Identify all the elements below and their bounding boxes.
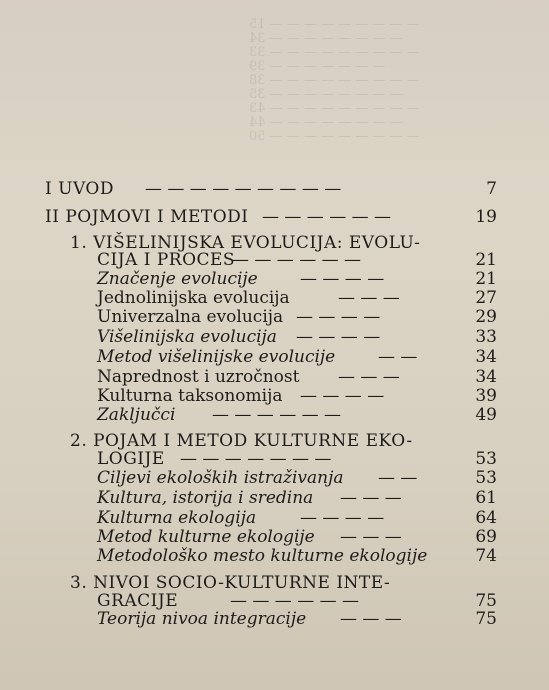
toc-entry — [0, 404, 549, 426]
bleed-through-text — [249, 18, 509, 168]
toc-dots: — — — — [340, 527, 402, 547]
toc-entry-pojmovi — [0, 206, 549, 228]
toc-page: 49 — [475, 405, 497, 425]
toc-dots: — — — — — — — — — — [145, 179, 342, 199]
toc-dots: — — — — — — — [212, 405, 342, 425]
toc-dots: — — — — — [300, 508, 385, 528]
toc-entry-uvod — [0, 178, 549, 200]
toc-entry — [0, 346, 549, 368]
toc-page: 7 — [486, 179, 497, 199]
toc-title: Metod višelinijske evolucije — [97, 347, 336, 367]
ghost-line: — — — — — — — — — 50 — [249, 129, 420, 144]
toc-dots: — — — — — — — [232, 250, 362, 270]
toc-page: 29 — [475, 307, 497, 327]
toc-page: 34 — [475, 367, 497, 387]
toc-title: Univerzalna evolucija — [97, 307, 284, 327]
toc-entry — [0, 326, 549, 348]
toc-title: LOGIJE — [97, 449, 165, 469]
toc-title: Zaključci — [97, 405, 176, 425]
toc-page: 34 — [475, 347, 497, 367]
ghost-line: — — — — — — — — — 33 — [249, 45, 420, 60]
toc-page: 21 — [475, 250, 497, 270]
toc-dots: — — — [378, 347, 418, 367]
toc-dots: — — — — [340, 609, 402, 629]
toc-entry — [0, 487, 549, 509]
toc-title: Kulturna ekologija — [97, 508, 257, 528]
ghost-line: — — — — — — — — — 15 — [249, 17, 420, 32]
toc-entry — [0, 608, 549, 630]
toc-page: 53 — [475, 449, 497, 469]
toc-title: CIJA I PROCES — [97, 250, 236, 270]
toc-dots: — — — — — [300, 386, 385, 406]
toc-page: 69 — [475, 527, 497, 547]
toc-title: Značenje evolucije — [97, 269, 258, 289]
ghost-line: — — — — — — — — 35 — [249, 87, 403, 102]
toc-dots: — — — — [338, 367, 400, 387]
toc-title: Metod kulturne ekologije — [97, 527, 315, 547]
toc-dots: — — — — [340, 488, 402, 508]
toc-page: 19 — [475, 207, 497, 227]
ghost-line: — — — — — — — — — 43 — [249, 101, 420, 116]
toc-dots: — — — — [338, 288, 400, 308]
toc-dots: — — — — — — — [262, 207, 392, 227]
toc-title: Kultura, istorija i sredina — [97, 488, 314, 508]
toc-title: Višelinijska evolucija — [97, 327, 277, 347]
toc-title: Ciljevi ekoloških istraživanja — [97, 468, 344, 488]
toc-dots: — — — — — — — [230, 591, 360, 611]
toc-dots: — — — — — [296, 327, 381, 347]
toc-dots: — — — — — — — — [180, 449, 332, 469]
toc-page: 61 — [475, 488, 497, 508]
toc-page: 75 — [475, 609, 497, 629]
ghost-line: — — — — — — — — 34 — [249, 31, 403, 46]
toc-title: 1. VIŠELINIJSKA EVOLUCIJA: EVOLU- — [70, 233, 421, 253]
toc-page: 39 — [475, 386, 497, 406]
toc-page: 75 — [475, 591, 497, 611]
toc-title: Teorija nivoa integracije — [97, 609, 307, 629]
toc-title: Kulturna taksonomija — [97, 386, 283, 406]
toc-page: 21 — [475, 269, 497, 289]
toc-title: II POJMOVI I METODI — [45, 207, 249, 227]
toc-dots: — — — — — [300, 269, 385, 289]
toc-title: GRACIJE — [97, 591, 179, 611]
toc-title: Jednolinijska evolucija — [97, 288, 290, 308]
toc-entry — [0, 545, 549, 567]
ghost-line: — — — — — — — — — 38 — [249, 73, 420, 88]
toc-page: 64 — [475, 508, 497, 528]
toc-title: 2. POJAM I METOD KULTURNE EKO- — [70, 431, 413, 451]
toc-page: 53 — [475, 468, 497, 488]
toc-entry — [0, 306, 549, 328]
toc-page: 33 — [475, 327, 497, 347]
toc-dots: — — — [378, 468, 418, 488]
ghost-line: — — — — — — — 39 — [249, 59, 386, 74]
toc-page: 74 — [475, 546, 497, 566]
ghost-line: — — — — — — — — 44 — [249, 115, 403, 130]
toc-title: Metodološko mesto kulturne ekologije — [97, 546, 428, 566]
toc-title: I UVOD — [45, 179, 114, 199]
toc-dots: — — — — — [296, 307, 381, 327]
toc-title: 3. NIVOI SOCIO-KULTURNE INTE- — [70, 573, 391, 593]
toc-page: 27 — [475, 288, 497, 308]
toc-title: Naprednost i uzročnost — [97, 367, 300, 387]
toc-entry — [0, 467, 549, 489]
